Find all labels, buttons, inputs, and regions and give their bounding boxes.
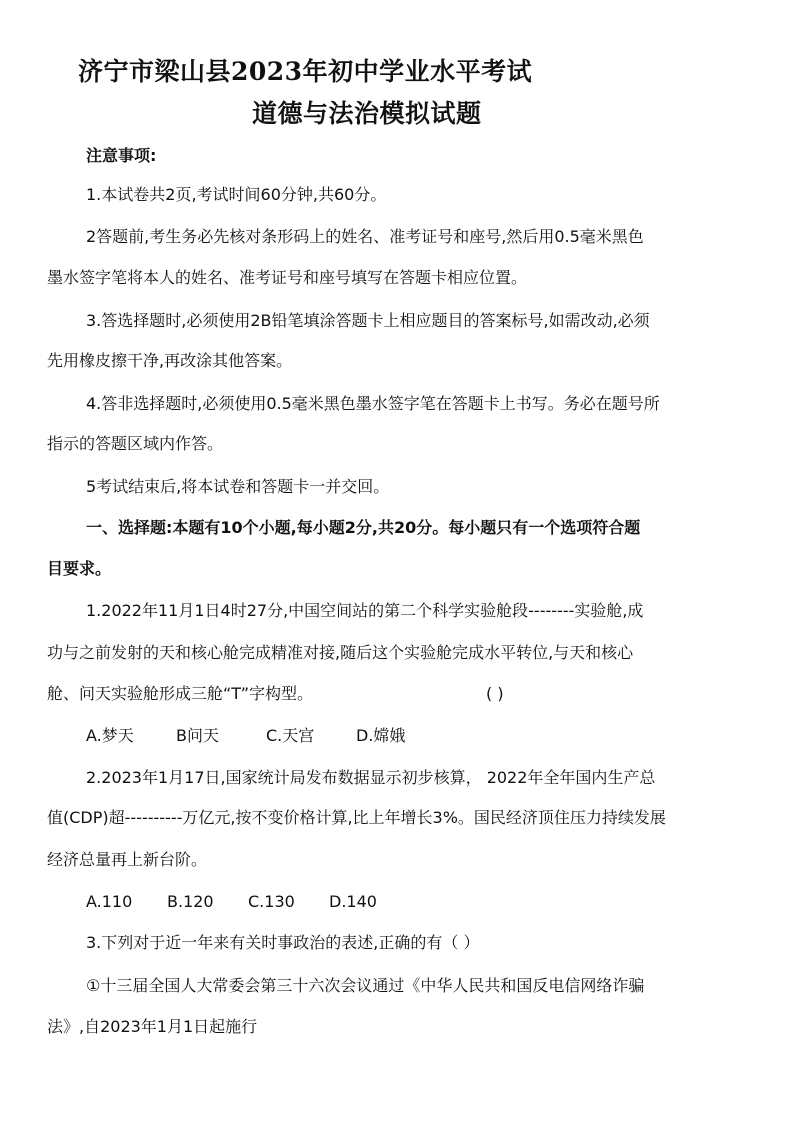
notice-item: 3.答选择题时,必须使用2B铅笔填涂答题卡上相应题目的答案标号,如需改动,必须 <box>86 311 650 330</box>
notice-item: 墨水签字笔将本人的姓名、准考证号和座号填写在答题卡相应位置。 <box>47 268 528 287</box>
option-c: C.130 <box>248 892 295 911</box>
notice-item: 指示的答题区域内作答。 <box>47 434 224 453</box>
notice-item: 2答题前,考生务必先核对条形码上的姓名、准考证号和座号,然后用0.5毫米黑色 <box>86 227 644 246</box>
answer-bracket: ( ) <box>486 684 504 703</box>
question-1-text: 功与之前发射的天和核心舱完成精准对接,随后这个实验舱完成水平转位,与天和核心 <box>47 643 634 662</box>
notice-item: 5考试结束后,将本试卷和答题卡一并交回。 <box>86 477 390 496</box>
exam-title-line2: 道德与法治模拟试题 <box>252 99 482 128</box>
option-a: A.梦天 <box>86 726 134 745</box>
option-b: B问天 <box>176 726 219 745</box>
section-heading: 一、选择题:本题有10个小题,每小题2分,共20分。每小题只有一个选项符合题 <box>86 518 641 537</box>
question-2-text: 2.2023年1月17日,国家统计局发布数据显示初步核算， 2022年全年国内生产总 <box>86 768 656 787</box>
question-2-text: 经济总量再上新台阶。 <box>47 850 208 869</box>
question-2-options <box>86 892 410 912</box>
option-c: C.天宫 <box>266 726 315 745</box>
question-2-text: 值(CDP)超----------万亿元,按不变价格计算,比上年增长3%。国民经济顶住压力持续发展 <box>47 808 666 827</box>
question-1-text: 舱、问天实验舱形成三舱“T”字构型。 <box>47 684 314 703</box>
question-3-text: 3.下列对于近一年来有关时事政治的表述,正确的有（ ） <box>86 933 480 952</box>
notice-item: 先用橡皮擦干净,再改涂其他答案。 <box>47 351 293 370</box>
question-1-text: 1.2022年11月1日4时27分,中国空间站的第二个科学实验舱段--------实验舱,成 <box>86 601 644 620</box>
exam-title-line1: 济宁市梁山县2023年初中学业水平考试 <box>78 57 533 86</box>
notice-item: 4.答非选择题时,必须使用0.5毫米黑色墨水签字笔在答题卡上书写。务必在题号所 <box>86 394 660 413</box>
option-b: B.120 <box>167 892 214 911</box>
option-d: D.嫦娥 <box>356 726 406 745</box>
question-3-statement: ①十三届全国人大常委会第三十六次会议通过《中华人民共和国反电信网络诈骗 <box>86 976 645 995</box>
question-1-options <box>86 726 446 746</box>
option-a: A.110 <box>86 892 133 911</box>
notice-item: 1.本试卷共2页,考试时间60分钟,共60分。 <box>86 185 387 204</box>
notice-heading: 注意事项: <box>86 146 157 165</box>
option-d: D.140 <box>329 892 377 911</box>
question-3-statement: 法》,自2023年1月1日起施行 <box>47 1017 258 1036</box>
section-heading-cont: 目要求。 <box>47 559 112 578</box>
